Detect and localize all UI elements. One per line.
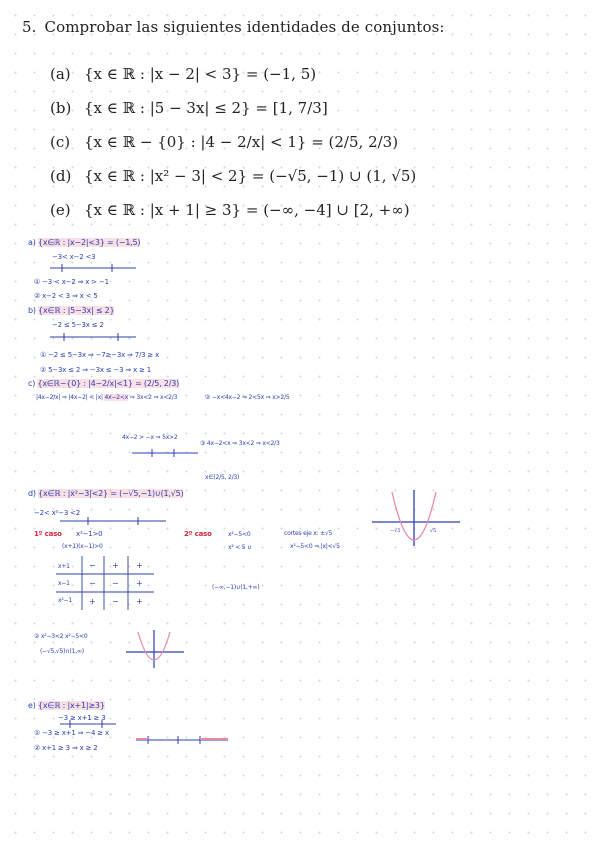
note-c-label: c) (28, 379, 36, 388)
sign-table-sketch (56, 556, 156, 612)
svg-text:+: + (89, 597, 96, 606)
svg-text:−: − (89, 579, 96, 588)
number-line-a-sketch (48, 262, 138, 274)
note-b-label: b) (28, 306, 36, 315)
note-b-step: −2 ≤ 5−3x ≤ 2 (52, 321, 104, 329)
note-d-case2-label: 2º caso (184, 530, 212, 538)
note-b-set: {x∈ℝ : |5−3x| ≤ 2} (38, 306, 115, 315)
item-expression: {x ∈ ℝ : |x − 2| < 3} = (−1, 5) (84, 65, 317, 83)
item-label: (d) (50, 167, 72, 185)
note-e-step: −3 ≥ x+1 ≥ 3 (58, 714, 106, 722)
sign-row-label-1: x+1 (58, 563, 70, 570)
note-c-line2-text: |4x−2/x| ⇒ |4x−2| < |x| (36, 394, 103, 401)
identity-item-d (50, 166, 416, 200)
identity-item-c (50, 132, 416, 166)
note-d-case1: x²−1>0 (76, 530, 103, 538)
note-e-label: e) (28, 701, 36, 710)
note-b-case2: ② 5−3x ≤ 2 ⇒ −3x ≤ −3 ⇒ x ≥ 1 (40, 366, 152, 374)
note-d-case2c: cortes eje x: ±√5 (284, 530, 333, 537)
parabola-graph-large (370, 488, 462, 554)
note-c-line2b: ⇒ 3x<2 ⇒ x<2/3 (129, 394, 178, 401)
svg-text:√5: √5 (430, 528, 437, 534)
note-a-label: a) (28, 238, 36, 247)
item-label: (e) (50, 201, 71, 219)
svg-text:−: − (112, 597, 119, 606)
note-d-head (28, 489, 183, 498)
note-d-case1b: (x+1)(x−1)>0 (62, 543, 103, 550)
note-e-case1: ① −3 ≥ x+1 ⇒ −4 ≥ x (34, 729, 109, 737)
note-d-case2b: x² < 5 ∪ (228, 544, 252, 551)
note-d-result: (−∞,−1)∪(1,+∞) (212, 584, 260, 591)
svg-text:+: + (136, 597, 143, 606)
item-label: (c) (50, 133, 71, 151)
note-c-case3: ③ 4x−2<x ⇒ 3x<2 ⇒ x<2/3 (200, 440, 280, 447)
note-c-head (28, 379, 179, 388)
note-c-set: {x∈ℝ−{0} : |4−2/x|<1} = (2/5, 2/3) (37, 379, 180, 388)
note-d-result2: (−√5,√5)∩(1,∞) (40, 648, 84, 655)
parabola-graph-small (124, 628, 186, 670)
note-d-case2: x²−5<0 (228, 531, 251, 538)
svg-text:+: + (136, 561, 143, 570)
note-c-box1: 4x−2<x (104, 394, 129, 401)
note-a-step: −3< x−2 <3 (52, 253, 96, 261)
note-d-case2d: x²−5<0 ⇒ |x|<√5 (290, 543, 340, 550)
number-line-c-sketch (130, 447, 200, 459)
note-a-set: {x∈ℝ : |x−2|<3} = (−1,5) (37, 238, 141, 247)
note-c-line3: 4x−2 > −x ⇒ 5x>2 (122, 434, 178, 441)
item-expression: {x ∈ ℝ − {0} : |4 − 2/x| < 1} = (2/5, 2/3) (84, 133, 399, 151)
item-label: (b) (50, 99, 72, 117)
svg-text:−√5: −√5 (390, 528, 401, 534)
note-a-case2: ② x−2 < 3 ⇒ x < 5 (34, 292, 98, 300)
note-d-step: −2< x²−3 <2 (34, 509, 81, 517)
identity-list (50, 64, 416, 234)
item-expression: {x ∈ ℝ : |x + 1| ≥ 3} = (−∞, −4] ∪ [2, +∞) (84, 201, 410, 219)
note-b-head (28, 306, 114, 315)
note-d-case1-label: 1º caso (34, 530, 62, 538)
svg-text:+: + (136, 579, 143, 588)
note-c-case2: ② −x<4x−2 ⇒ 2<5x ⇒ x>2/5 (205, 394, 290, 401)
problem-statement: Comprobar las siguientes identidades de conjuntos: (44, 18, 445, 36)
note-a-case1: ① −3 < x−2 ⇒ x > −1 (34, 278, 109, 286)
identity-item-a (50, 64, 416, 98)
note-c-result: x∈(2/5, 2/3) (205, 474, 240, 481)
item-expression: {x ∈ ℝ : |5 − 3x| ≤ 2} = [1, 7/3] (84, 99, 328, 117)
note-e-case2: ② x+1 ≥ 3 ⇒ x ≥ 2 (34, 744, 98, 752)
note-c-line2 (36, 394, 177, 401)
problem-title (22, 18, 445, 36)
note-b-case1: ① −2 ≤ 5−3x ⇒ −7≥−3x ⇒ 7/3 ≥ x (40, 351, 160, 359)
number-line-b-sketch (48, 331, 138, 343)
note-e-head (28, 701, 105, 710)
svg-text:+: + (112, 561, 119, 570)
svg-text:−: − (112, 579, 119, 588)
note-d-case3: ② x²−3<2 x²−5<0 (34, 633, 88, 640)
svg-text:−: − (89, 561, 96, 570)
sign-row-label-3: x²−1 (58, 597, 73, 604)
number-line-d-sketch (58, 516, 168, 526)
identity-item-e (50, 200, 416, 234)
number-line-e-sketch (58, 720, 118, 728)
note-d-label: d) (28, 489, 36, 498)
identity-item-b (50, 98, 416, 132)
problem-number: 5. (22, 18, 37, 36)
number-line-e-result (134, 734, 230, 750)
item-expression: {x ∈ ℝ : |x² − 3| < 2} = (−√5, −1) ∪ (1, √5) (84, 167, 417, 185)
note-e-set: {x∈ℝ : |x+1|≥3} (38, 701, 105, 710)
note-d-set: {x∈ℝ : |x²−3|<2} = (−√5,−1)∪(1,√5) (38, 489, 184, 498)
note-a-head (28, 238, 140, 247)
item-label: (a) (50, 65, 71, 83)
sign-row-label-2: x−1 (58, 580, 70, 587)
